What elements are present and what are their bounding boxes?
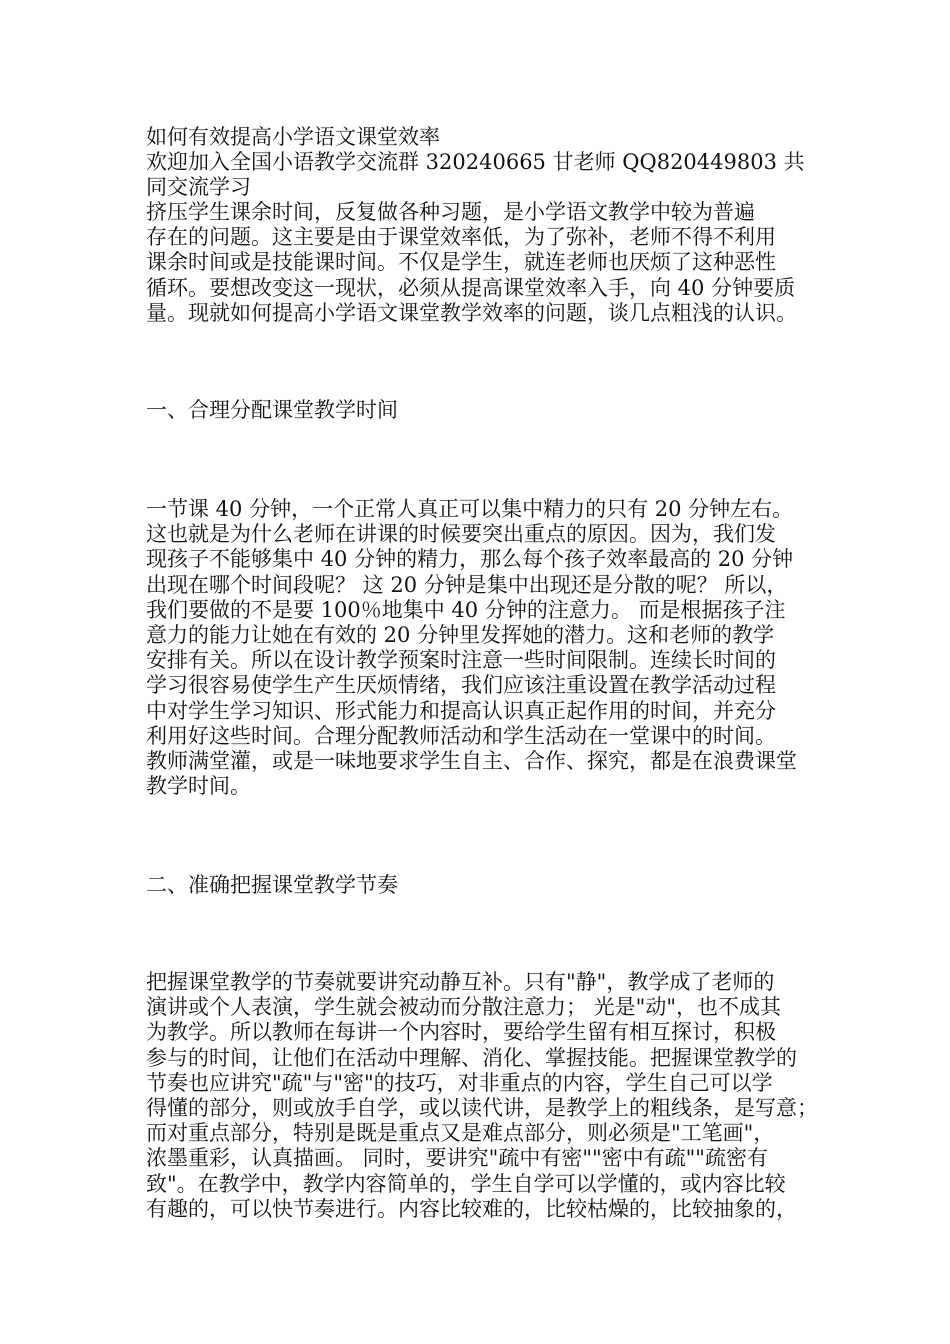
- section-heading-1: 一、合理分配课堂教学时间: [146, 398, 398, 422]
- section-body-1: 一节课 40 分钟，一个正常人真正可以集中精力的只有 20 分钟左右。 这也就是为什么老师在讲课的时候要突出重点的原因。因为，我们发 现孩子不能够集中 40 分钟的精力，那么每个孩子效率最高的 20 分钟 出现在哪个时间段呢？ 这 20 分钟是集中出现还是分散的呢？ 所以， 我们要做的不是要 100％地集中 40 分钟的注意力。 而是根据孩子注 意力的能力让她在有效的 20 分钟里发挥她的潜力。这和老师的教学 安排有关。所以在设计教学预案时注意一些时间限制。连续长时间的 学习很容易使学生产生厌烦情绪，我们应该注重设置在教学活动过程 中对学生学习知识、形式能力和提高认识真正起作用的时间，并充分 利用好这些时间。合理分配教师活动和学生活动在一堂课中的时间。 教师满堂灌，或是一味地要求学生自主、合作、探究，都是在浪费课堂 教学时间。: [146, 497, 797, 799]
- intro-text: 欢迎加入全国小语教学交流群 320240665 甘老师 QQ820449803 共 同交流学习: [146, 150, 805, 200]
- section-body-2: 把握课堂教学的节奏就要讲究动静互补。只有"静"，教学成了老师的 演讲或个人表演，学生就会被动而分散注意力； 光是"动"，也不成其 为教学。所以教师在每讲一个内容时，要给学生留有相互探讨，积极 参与的时间，让他们在活动中理解、消化、掌握技能。把握课堂教学的 节奏也应讲究"疏"与"密"的技巧，对非重点的内容，学生自己可以学 得懂的部分，则或放手自学，或以读代讲，是教学上的粗线条，是写意； 而对重点部分，特别是既是重点又是难点部分，则必须是"工笔画"， 浓墨重彩，认真描画。 同时，要讲究"疏中有密""密中有疏""疏密有 致"。在教学中，教学内容简单的，学生自学可以学懂的，或内容比较 有趣的，可以快节奏进行。内容比较难的，比较枯燥的，比较抽象的，: [146, 970, 818, 1221]
- opening-paragraph: 挤压学生课余时间，反复做各种习题，是小学语文教学中较为普遍 存在的问题。这主要是由于课堂效率低，为了弥补，老师不得不利用 课余时间或是技能课时间。不仅是学生，就连老师也厌烦了这种恶性 循环。要想改变这一现状，必须从提高课堂效率入手，向 40 分钟要质 量。现就如何提高小学语文课堂教学效率的问题，谈几点粗浅的认识。: [146, 200, 797, 325]
- document-title: 如何有效提高小学语文课堂效率: [146, 125, 440, 149]
- section-heading-2: 二、准确把握课堂教学节奏: [146, 873, 398, 897]
